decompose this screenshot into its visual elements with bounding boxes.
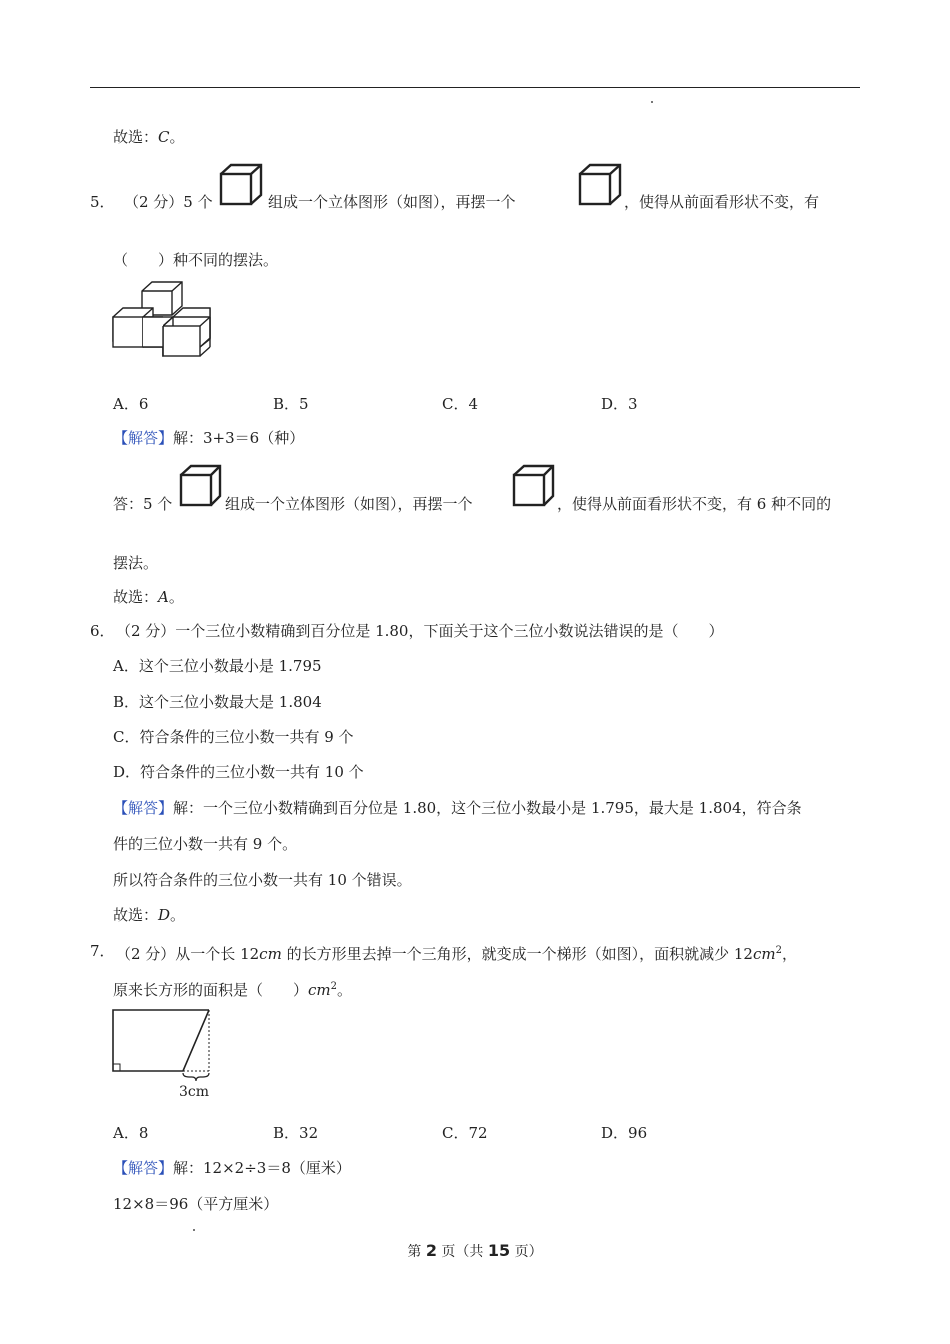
speck <box>651 101 653 103</box>
cube-icon <box>512 465 556 507</box>
q6-solution-1: 【解答】解：一个三位小数精确到百分位是 1.80，这个三位小数最小是 1.795，最大是 1.804，符合条 <box>113 799 802 817</box>
cube-icon <box>219 164 265 206</box>
q6-conclusion: 故选：D。 <box>113 906 186 924</box>
q6-solution-3: 所以符合条件的三位小数一共有 10 个错误。 <box>113 871 412 889</box>
q5-option-b[interactable]: B．5 <box>273 395 309 413</box>
q5-answer-b: 组成一个立体图形（如图），再摆一个 <box>225 495 473 513</box>
q7-solution-1: 【解答】解：12×2÷3＝8（厘米） <box>113 1159 351 1177</box>
q7-option-d[interactable]: D．96 <box>601 1124 648 1142</box>
q6-option-a[interactable]: A．这个三位小数最小是 1.795 <box>113 657 322 675</box>
q6-option-b[interactable]: B．这个三位小数最大是 1.804 <box>113 693 322 711</box>
page-number: 2 <box>425 1241 437 1260</box>
q6-stem: （2 分）一个三位小数精确到百分位是 1.80，下面关于这个三位小数说法错误的是（ ） <box>116 622 724 640</box>
q5-answer-d: 摆法。 <box>113 554 159 572</box>
solution-tag: 【解答】 <box>113 429 174 447</box>
q4-answer: C <box>158 128 170 146</box>
q5-text-a: 组成一个立体图形（如图），再摆一个 <box>268 193 516 211</box>
q7-stem-line2: 原来长方形的面积是（ ）$cm^2$。 <box>113 981 353 999</box>
header-rule <box>90 87 860 88</box>
q7-option-b[interactable]: B．32 <box>273 1124 319 1142</box>
cube-icon <box>179 465 223 507</box>
q5-text-c: （ ）种不同的摆法。 <box>113 251 279 269</box>
cube-stack-figure <box>112 281 212 357</box>
q7-number: 7． <box>90 942 115 960</box>
q7-solution-2: 12×8＝96（平方厘米） <box>113 1195 279 1213</box>
q5-answer-a: 答：5 个 <box>113 495 173 513</box>
q6-option-c[interactable]: C．符合条件的三位小数一共有 9 个 <box>113 728 354 746</box>
q6-solution-2: 件的三位小数一共有 9 个。 <box>113 835 298 853</box>
q5-solution: 【解答】解：3+3＝6（种） <box>113 429 305 447</box>
q6-answer: D <box>158 906 171 924</box>
solution-tag: 【解答】 <box>113 1159 174 1177</box>
speck <box>193 1229 195 1231</box>
figure-label-3cm: 3cm <box>179 1084 210 1100</box>
q7-option-a[interactable]: A．8 <box>113 1124 149 1142</box>
q7-stem: （2 分）从一个长 12cm 的长方形里去掉一个三角形，就变成一个梯形（如图），面积就减少 $12cm^2$， <box>116 945 797 963</box>
q7-option-c[interactable]: C．72 <box>442 1124 488 1142</box>
q6-option-d[interactable]: D．符合条件的三位小数一共有 10 个 <box>113 763 364 781</box>
q5-number: 5． <box>90 193 115 211</box>
q6-number: 6． <box>90 622 115 640</box>
solution-tag: 【解答】 <box>113 799 174 817</box>
q5-answer: A <box>158 588 169 606</box>
q5-option-d[interactable]: D．3 <box>601 395 638 413</box>
page-footer: 第 2 页（共 15 页） <box>407 1241 543 1260</box>
q5-option-c[interactable]: C．4 <box>442 395 479 413</box>
page-total: 15 <box>487 1241 511 1260</box>
q5-answer-c: ，使得从前面看形状不变，有 6 种不同的 <box>557 495 832 513</box>
q5-option-a[interactable]: A．6 <box>113 395 149 413</box>
cube-icon <box>578 164 624 206</box>
q5-score: （2 分）5 个 <box>124 193 213 211</box>
q5-text-b: ，使得从前面看形状不变，有 <box>624 193 820 211</box>
q5-conclusion: 故选：A。 <box>113 588 184 606</box>
q4-conclusion: 故选：C。 <box>113 128 185 146</box>
trapezoid-figure <box>111 1009 215 1101</box>
